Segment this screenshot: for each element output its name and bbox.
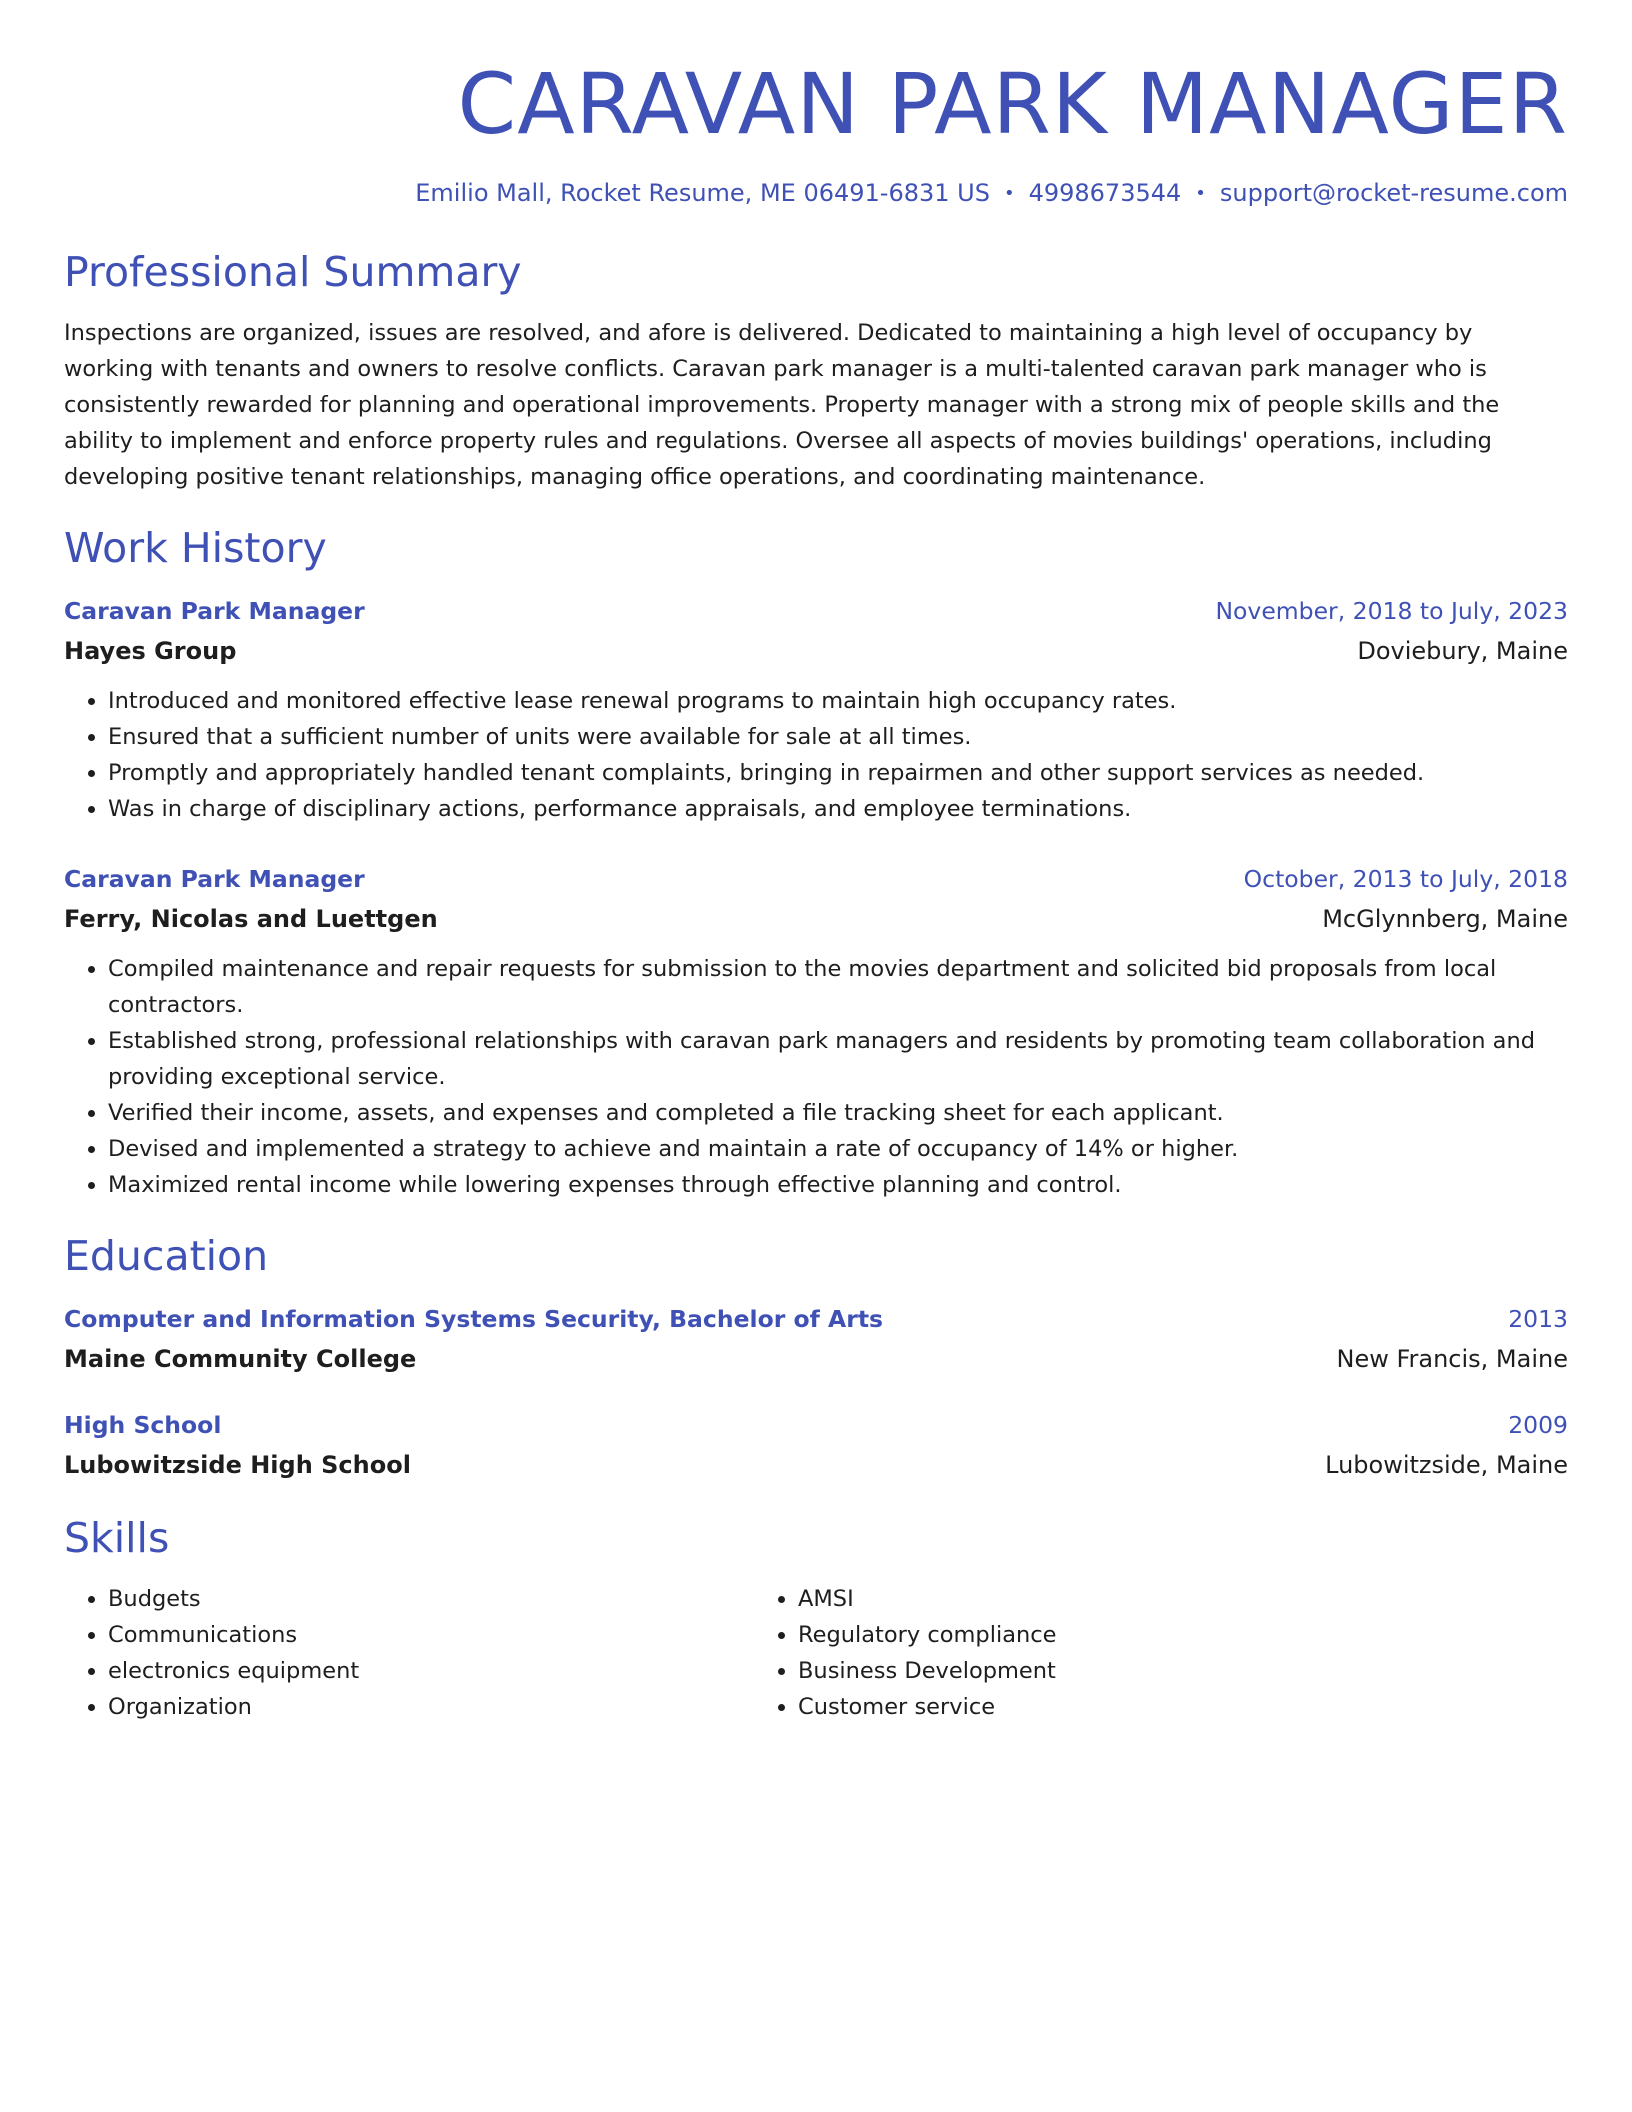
section-title-work: Work History — [64, 524, 327, 572]
contact-phone: 4998673544 — [1028, 179, 1182, 207]
job-title-heading: CARAVAN PARK MANAGER — [457, 55, 1568, 153]
section-title-summary: Professional Summary — [64, 248, 522, 296]
skill-item: • Budgets — [108, 1581, 754, 1617]
job-bullet: • Promptly and appropriately handled tenant complaints, bringing in repairmen and other support services as needed. — [108, 755, 1568, 791]
job-company-row — [64, 901, 1568, 937]
education-entry — [64, 1301, 1568, 1377]
skills-section — [64, 1511, 1568, 1725]
skill-item: • Customer service — [798, 1689, 1056, 1725]
education-school-row — [64, 1341, 1568, 1377]
job-company-row — [64, 633, 1568, 669]
job-dates: October, 2013 to July, 2018 — [1243, 865, 1568, 893]
contact-separator: • — [1195, 183, 1206, 204]
job-role: Caravan Park Manager — [64, 597, 365, 625]
job-location: McGlynnberg, Maine — [1322, 905, 1568, 933]
job-company: Ferry, Nicolas and Luettgen — [64, 905, 438, 933]
skill-item: • Organization — [108, 1689, 754, 1725]
education-degree: Computer and Information Systems Security, Bachelor of Arts — [64, 1305, 884, 1333]
professional-summary-section — [64, 245, 1568, 495]
job-role: Caravan Park Manager — [64, 865, 365, 893]
job-bullet: • Compiled maintenance and repair requests for submission to the movies department and solicited bid proposals from local contractors. — [108, 951, 1568, 1023]
section-title-education: Education — [64, 1232, 269, 1280]
job-bullet: • Was in charge of disciplinary actions, performance appraisals, and employee terminations. — [108, 791, 1568, 827]
skills-list-left — [64, 1581, 754, 1725]
education-degree: High School — [64, 1411, 222, 1439]
skill-item: • Communications — [108, 1617, 754, 1653]
education-entry — [64, 1407, 1568, 1483]
education-school-row — [64, 1447, 1568, 1483]
summary-text: Inspections are organized, issues are resolved, and afore is delivered. Dedicated to maintaining a high level of occupancy by working with tenants and owners to resolve conflicts. Caravan park manager is a multi-talented caravan park manager who is consistently rewarded for planning and operational improvements. Property manager with a strong mix of people skills and the ability to implement and enforce property rules and regulations. Oversee all aspects of movies buildings' operations, including developing positive tenant relationships, managing office operations, and coordinating maintenance. — [64, 320, 1500, 490]
job-dates: November, 2018 to July, 2023 — [1215, 597, 1568, 625]
job-bullet: • Verified their income, assets, and expenses and completed a file tracking sheet for each applicant. — [108, 1095, 1568, 1131]
education-location: New Francis, Maine — [1336, 1345, 1568, 1373]
section-title-skills: Skills — [64, 1514, 170, 1562]
education-header-row — [64, 1407, 1568, 1443]
job-header-row — [64, 861, 1568, 897]
job-company: Hayes Group — [64, 637, 237, 665]
job-bullet: • Devised and implemented a strategy to achieve and maintain a rate of occupancy of 14% or higher. — [108, 1131, 1568, 1167]
skills-list-right — [754, 1581, 1056, 1725]
education-header-row — [64, 1301, 1568, 1337]
job-bullet: • Introduced and monitored effective lease renewal programs to maintain high occupancy rates. — [108, 683, 1568, 719]
job-entry — [64, 593, 1568, 827]
education-section — [64, 1229, 1568, 1483]
skill-item: • Regulatory compliance — [798, 1617, 1056, 1653]
skills-columns — [64, 1581, 1568, 1725]
job-bullet: • Established strong, professional relationships with caravan park managers and residents by promoting team collaboration and providing exceptional service. — [108, 1023, 1568, 1095]
skill-item: • electronics equipment — [108, 1653, 754, 1689]
job-entry — [64, 861, 1568, 1203]
job-header-row — [64, 593, 1568, 629]
job-bullets — [64, 951, 1568, 1203]
education-school: Lubowitzside High School — [64, 1451, 411, 1479]
education-year: 2013 — [1508, 1305, 1568, 1333]
contact-separator: • — [1003, 183, 1015, 204]
job-bullet: • Ensured that a sufficient number of units were available for sale at all times. — [108, 719, 1568, 755]
education-location: Lubowitzside, Maine — [1325, 1451, 1568, 1479]
contact-email[interactable]: support@rocket-resume.com — [1219, 179, 1568, 207]
skill-item: • Business Development — [798, 1653, 1056, 1689]
education-school: Maine Community College — [64, 1345, 417, 1373]
skill-item: • AMSI — [798, 1581, 1056, 1617]
job-location: Doviebury, Maine — [1357, 637, 1568, 665]
work-history-section — [64, 521, 1568, 1203]
contact-line — [64, 176, 1568, 211]
job-bullets — [64, 683, 1568, 827]
contact-address: Emilio Mall, Rocket Resume, ME 06491-6831 US — [415, 179, 990, 207]
education-year: 2009 — [1508, 1411, 1568, 1439]
job-bullet: • Maximized rental income while lowering expenses through effective planning and control. — [108, 1167, 1568, 1203]
resume-header — [64, 0, 1568, 211]
